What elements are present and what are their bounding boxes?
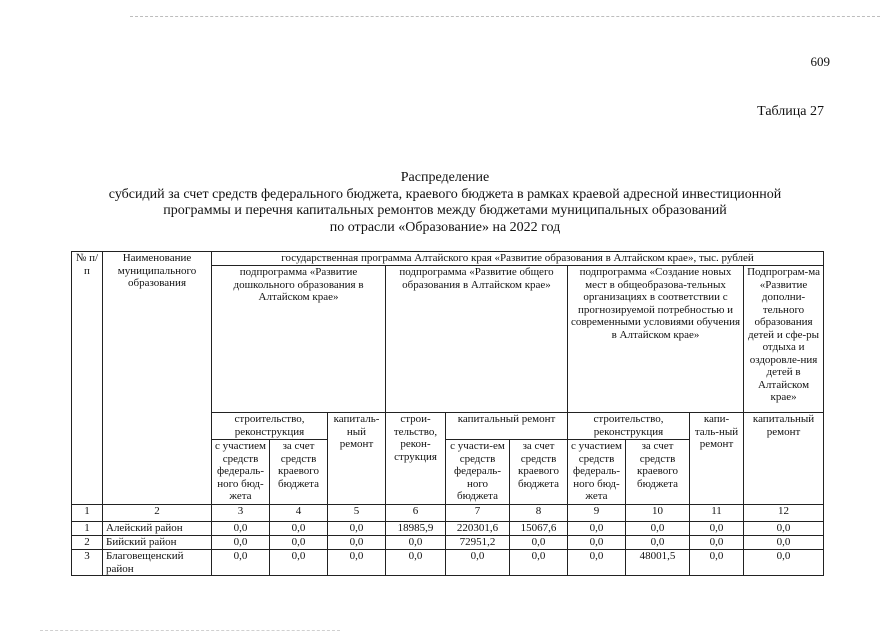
value-cell: 0,0 bbox=[626, 536, 690, 550]
value-cell: 0,0 bbox=[328, 536, 386, 550]
header-subprogram-2: подпрограмма «Развитие общего образования в Алтайском крае» bbox=[386, 266, 568, 413]
value-cell: 0,0 bbox=[568, 550, 626, 576]
header-regional-budget-3: за счет средств краевого бюджета bbox=[626, 440, 690, 505]
header-fed-participation-2: с участи-ем средств федераль-ного бюджета bbox=[446, 440, 510, 505]
column-number: 5 bbox=[328, 505, 386, 522]
value-cell: 48001,5 bbox=[626, 550, 690, 576]
value-cell: 0,0 bbox=[690, 550, 744, 576]
value-cell: 0,0 bbox=[270, 550, 328, 576]
header-cap-repair-4: капитальный ремонт bbox=[744, 413, 824, 505]
value-cell: 0,0 bbox=[328, 522, 386, 536]
table-label: Таблица 27 bbox=[757, 104, 824, 119]
value-cell: 15067,6 bbox=[510, 522, 568, 536]
column-number: 12 bbox=[744, 505, 824, 522]
value-cell: 0,0 bbox=[568, 522, 626, 536]
scan-artifact-top bbox=[130, 16, 880, 17]
value-cell: 0,0 bbox=[446, 550, 510, 576]
header-fed-participation-1: с участием средств федераль-ного бюд-жета bbox=[212, 440, 270, 505]
column-number: 1 bbox=[72, 505, 103, 522]
table-row bbox=[72, 536, 824, 550]
header-regional-budget-2: за счет средств краевого бюджета bbox=[510, 440, 568, 505]
table-row bbox=[72, 550, 824, 576]
header-subprogram-1: подпрограмма «Развитие дошкольного образования в Алтайском крае» bbox=[212, 266, 386, 413]
column-number: 10 bbox=[626, 505, 690, 522]
row-number: 3 bbox=[72, 550, 103, 576]
row-number: 2 bbox=[72, 536, 103, 550]
subsidy-table bbox=[71, 251, 824, 576]
value-cell: 220301,6 bbox=[446, 522, 510, 536]
title-line-4: по отрасли «Образование» на 2022 год bbox=[329, 219, 561, 235]
header-cap-repair-2: капитальный ремонт bbox=[446, 413, 568, 440]
column-number-row bbox=[72, 505, 824, 522]
column-number: 4 bbox=[270, 505, 328, 522]
header-subprogram-4: Подпрограм-ма «Развитие дополни-тельного образования детей и сфе-ры отдыха и оздоровле-ния детей в Алтайском крае» bbox=[744, 266, 824, 413]
header-row-1 bbox=[72, 252, 824, 266]
title-line-1: Распределение bbox=[400, 170, 490, 185]
value-cell: 0,0 bbox=[270, 536, 328, 550]
header-cap-repair-3: капи-таль-ный ремонт bbox=[690, 413, 744, 505]
value-cell: 0,0 bbox=[690, 536, 744, 550]
column-number: 2 bbox=[103, 505, 212, 522]
municipality-name: Благовещенский район bbox=[103, 550, 212, 576]
value-cell: 0,0 bbox=[510, 536, 568, 550]
scan-artifact-bottom bbox=[40, 630, 340, 631]
header-fed-participation-3: с участием средств федераль-ного бюд-жета bbox=[568, 440, 626, 505]
column-number: 11 bbox=[690, 505, 744, 522]
value-cell: 0,0 bbox=[386, 550, 446, 576]
value-cell: 0,0 bbox=[744, 522, 824, 536]
value-cell: 0,0 bbox=[744, 536, 824, 550]
header-subprogram-3: подпрограмма «Создание новых мест в общеобразова-тельных организациях в соответствии с прогнозируемой потребностью и современными условиями обучения в Алтайском крае» bbox=[568, 266, 744, 413]
row-number: 1 bbox=[72, 522, 103, 536]
page-number: 609 bbox=[810, 54, 830, 69]
value-cell: 0,0 bbox=[690, 522, 744, 536]
value-cell: 0,0 bbox=[328, 550, 386, 576]
value-cell: 0,0 bbox=[744, 550, 824, 576]
document-title bbox=[60, 170, 830, 236]
header-build-recon-3: строительство, реконструкция bbox=[568, 413, 690, 440]
municipality-name: Бийский район bbox=[103, 536, 212, 550]
header-build-recon-1: строительство, реконструкция bbox=[212, 413, 328, 440]
title-line-3: программы и перечня капитальных ремонтов между бюджетами муниципальных образований bbox=[163, 203, 727, 218]
column-number: 8 bbox=[510, 505, 568, 522]
header-col-no: № п/п bbox=[72, 252, 103, 505]
column-number: 7 bbox=[446, 505, 510, 522]
column-number: 9 bbox=[568, 505, 626, 522]
header-cap-repair-1: капиталь-ный ремонт bbox=[328, 413, 386, 505]
value-cell: 0,0 bbox=[510, 550, 568, 576]
header-program: государственная программа Алтайского края «Развитие образования в Алтайском крае», тыс. рублей bbox=[212, 252, 824, 266]
table-row bbox=[72, 522, 824, 536]
value-cell: 72951,2 bbox=[446, 536, 510, 550]
value-cell: 0,0 bbox=[212, 550, 270, 576]
value-cell: 0,0 bbox=[270, 522, 328, 536]
value-cell: 0,0 bbox=[212, 536, 270, 550]
column-number: 6 bbox=[386, 505, 446, 522]
title-line-2: субсидий за счет средств федерального бюджета, краевого бюджета в рамках краевой адресной инвестиционной bbox=[108, 186, 782, 202]
value-cell: 18985,9 bbox=[386, 522, 446, 536]
value-cell: 0,0 bbox=[386, 536, 446, 550]
header-regional-budget-1: за счет средств краевого бюджета bbox=[270, 440, 328, 505]
header-build-recon-2: строи-тельство, рекон-струкция bbox=[386, 413, 446, 505]
municipality-name: Алейский район bbox=[103, 522, 212, 536]
column-number: 3 bbox=[212, 505, 270, 522]
value-cell: 0,0 bbox=[212, 522, 270, 536]
value-cell: 0,0 bbox=[626, 522, 690, 536]
header-col-name: Наименование муниципального образования bbox=[103, 252, 212, 505]
value-cell: 0,0 bbox=[568, 536, 626, 550]
